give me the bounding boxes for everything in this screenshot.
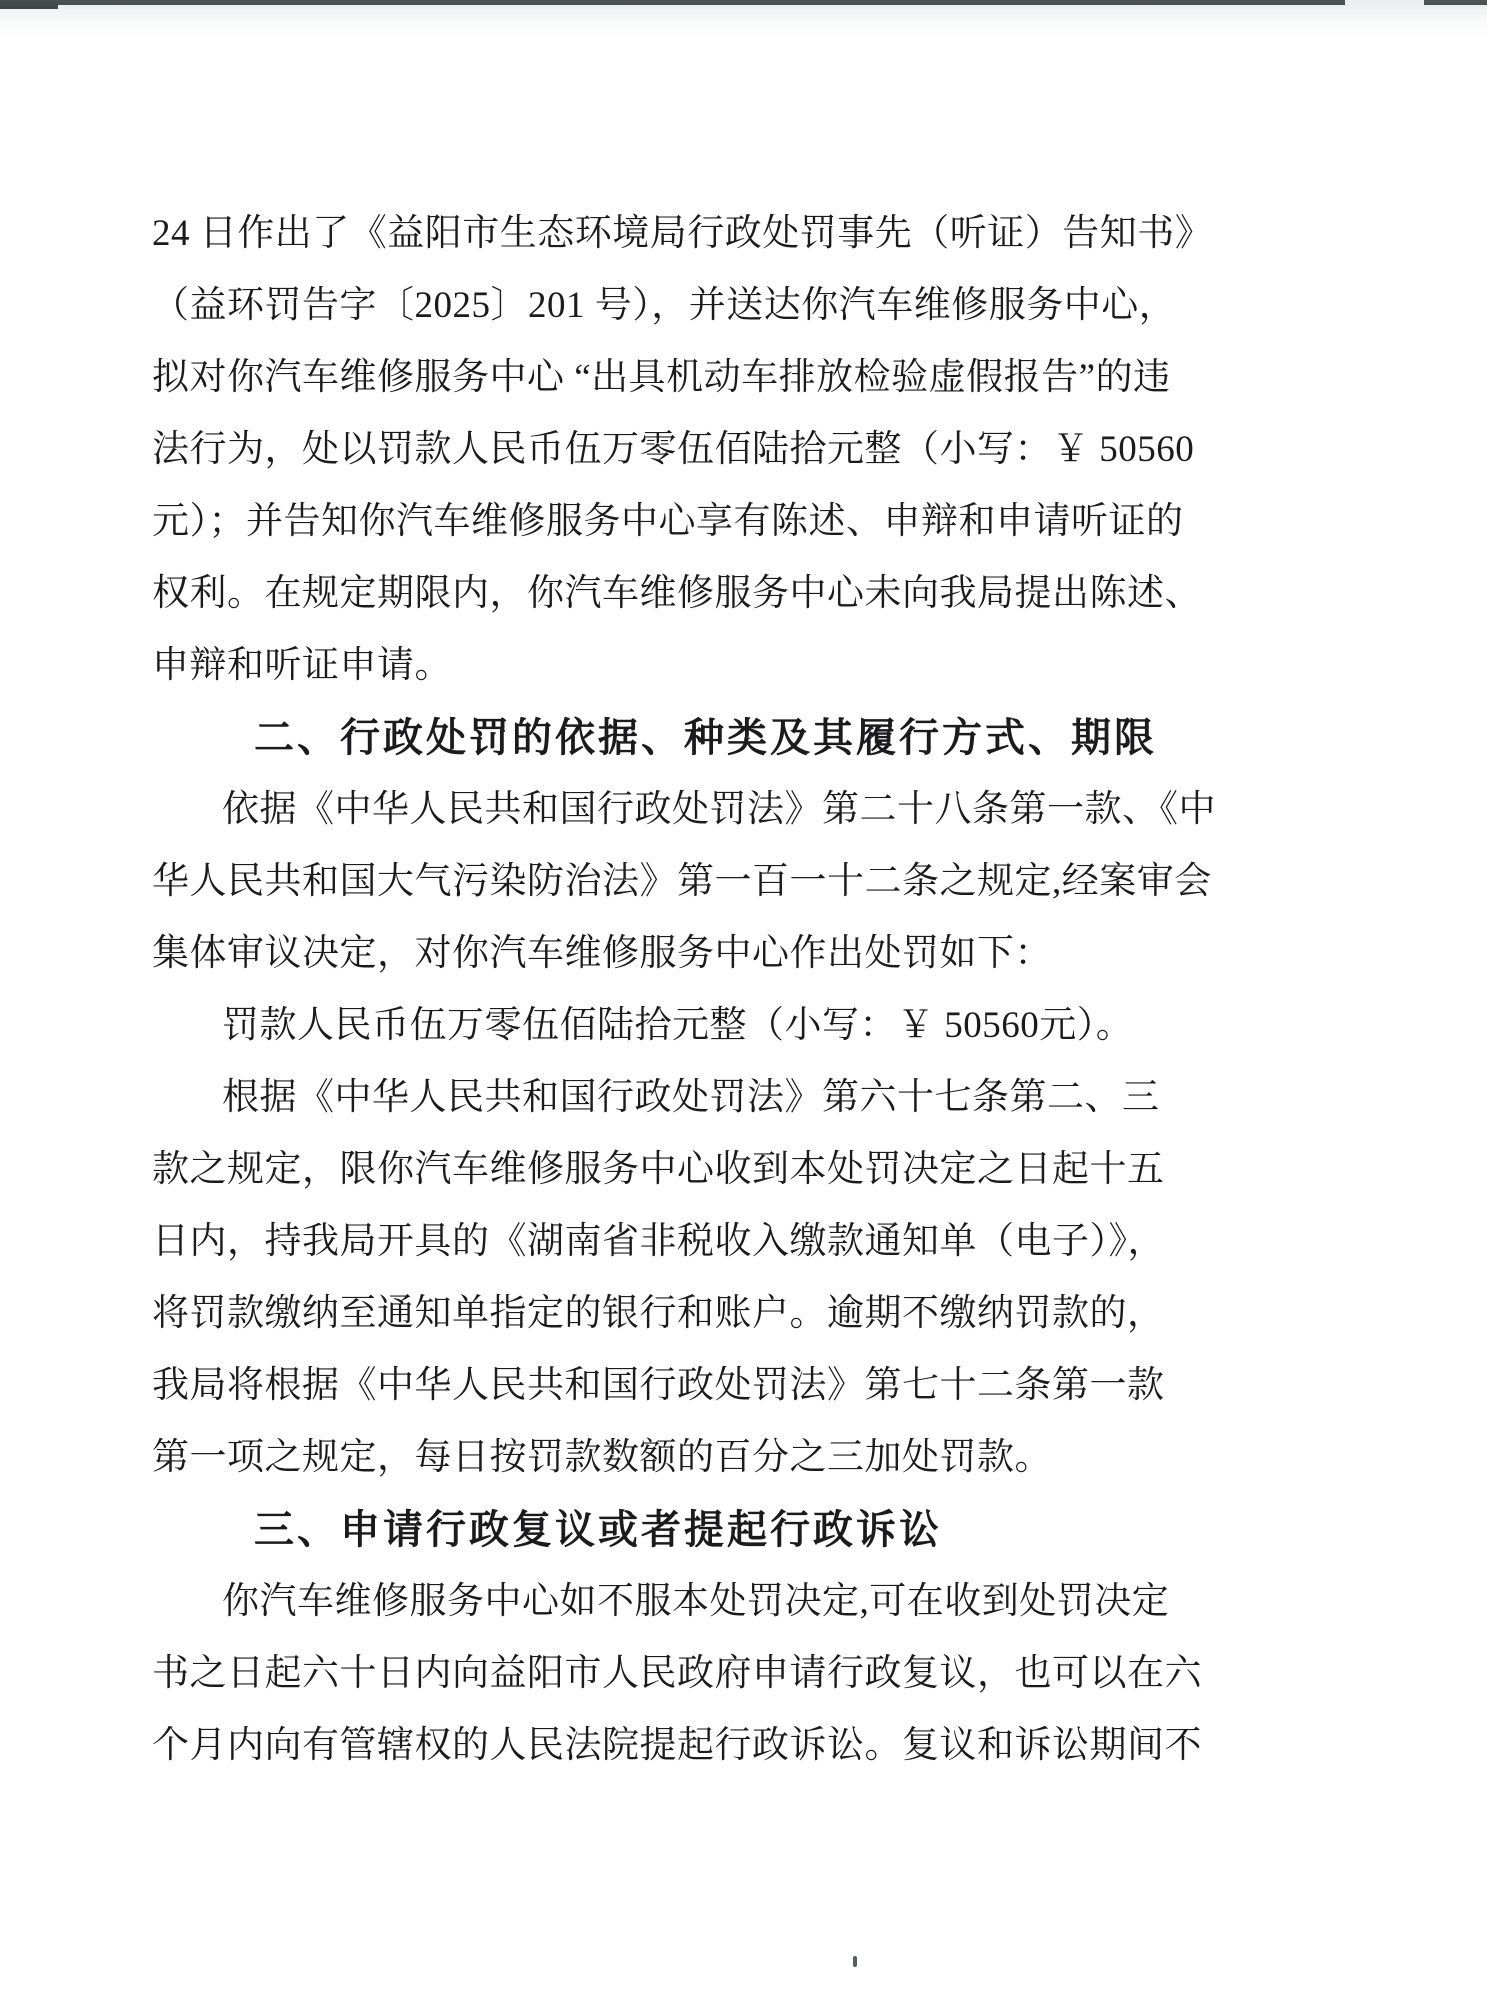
section-heading-3: 三、申请行政复议或者提起行政诉讼 (254, 1508, 942, 1552)
scan-speck (853, 1956, 857, 1967)
document-line: 元）；并告知你汽车维修服务中心享有陈述、申辩和申请听证的 (152, 501, 1184, 542)
section-heading-2: 二、行政处罚的依据、种类及其履行方式、期限 (254, 716, 1157, 760)
scan-artifact-top-right-strip (1424, 0, 1487, 5)
scan-artifact-top-strip (0, 0, 1345, 5)
document-line: 拟对你汽车维修服务中心 “出具机动车排放检验虚假报告”的违 (152, 357, 1171, 398)
document-line: 款之规定，限你汽车维修服务中心收到本处罚决定之日起十五 (152, 1149, 1165, 1190)
document-line: 依据《中华人民共和国行政处罚法》第二十八条第一款、《中 (222, 789, 1216, 830)
document-line: 书之日起六十日内向益阳市人民政府申请行政复议，也可以在六 (152, 1653, 1202, 1694)
document-line: 根据《中华人民共和国行政处罚法》第六十七条第二、三 (222, 1077, 1160, 1118)
document-line: 日内，持我局开具的《湖南省非税收入缴款通知单（电子）》， (152, 1221, 1165, 1262)
document-line: 将罚款缴纳至通知单指定的银行和账户。逾期不缴纳罚款的， (152, 1293, 1165, 1334)
document-line: 我局将根据《中华人民共和国行政处罚法》第七十二条第一款 (152, 1365, 1165, 1406)
document-line: 申辩和听证申请。 (152, 645, 452, 686)
document-line: 个月内向有管辖权的人民法院提起行政诉讼。复议和诉讼期间不 (152, 1725, 1202, 1766)
document-line: 24 日作出了《益阳市生态环境局行政处罚事先（听证）告知书》 (152, 213, 1213, 254)
document-line: 你汽车维修服务中心如不服本处罚决定,可在收到处罚决定 (222, 1581, 1170, 1622)
document-line: 法行为，处以罚款人民币伍万零伍佰陆拾元整（小写：￥ 50560 (152, 429, 1195, 470)
document-line: （益环罚告字〔2025〕201 号），并送达你汽车维修服务中心， (152, 285, 1177, 326)
document-line: 第一项之规定，每日按罚款数额的百分之三加处罚款。 (152, 1437, 1052, 1478)
penalty-amount-line: 罚款人民币伍万零伍佰陆拾元整（小写：￥ 50560元）。 (222, 1005, 1134, 1046)
scan-noise-band (0, 0, 1487, 42)
document-line: 华人民共和国大气污染防治法》第一百一十二条之规定,经案审会 (152, 861, 1212, 902)
document-line: 集体审议决定，对你汽车维修服务中心作出处罚如下： (152, 933, 1052, 974)
document-text-block (152, 198, 1402, 1782)
document-line: 权利。在规定期限内，你汽车维修服务中心未向我局提出陈述、 (152, 573, 1202, 614)
